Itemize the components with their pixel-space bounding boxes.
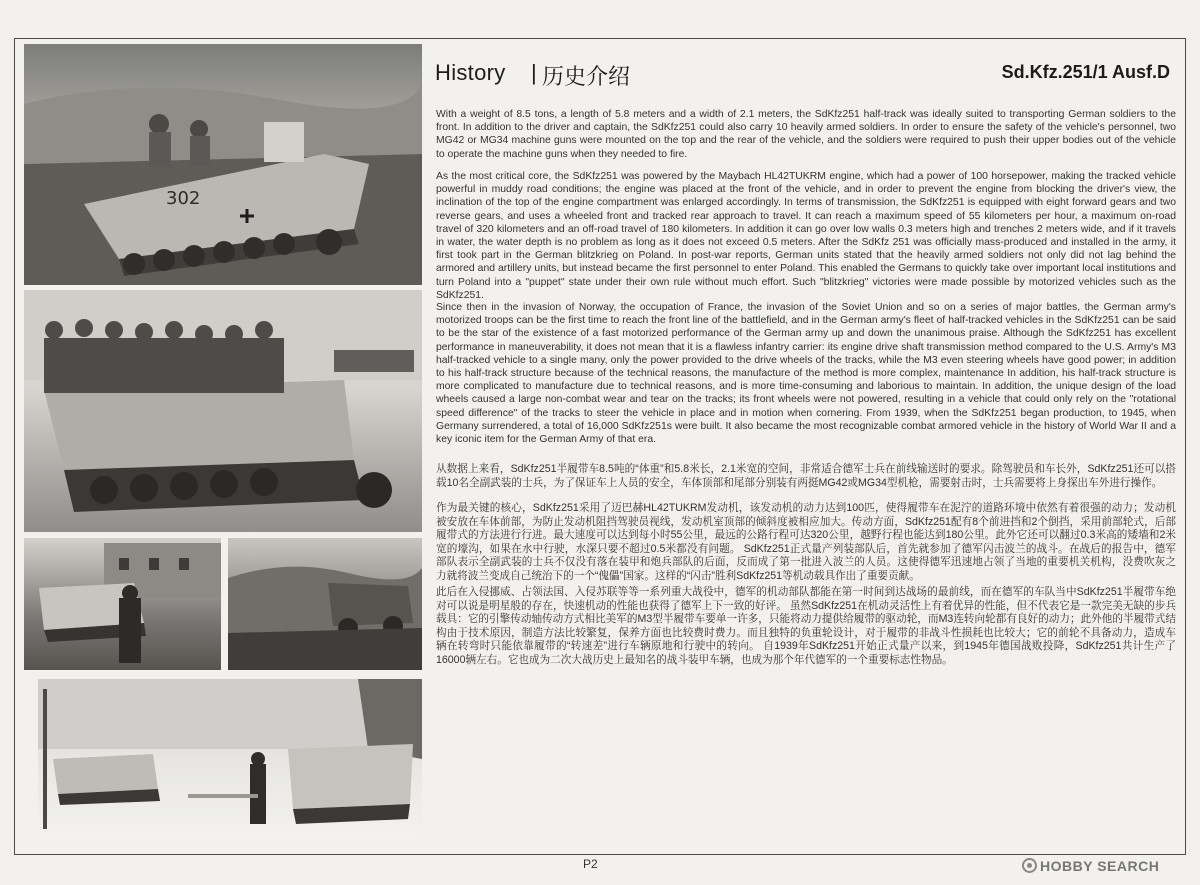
title-chinese: 历史介绍: [542, 64, 631, 89]
photo-halftrack-winter: [38, 679, 422, 839]
photo-halftrack-troops: [24, 290, 422, 532]
photo-halftrack-field: [24, 44, 422, 285]
page-number: P2: [583, 857, 598, 871]
vehicle-number-marking: 302: [166, 188, 201, 209]
watermark: HOBBY SEARCH: [1040, 858, 1160, 874]
chinese-paragraph-2: 作为最关键的核心，SdKfz251采用了迈巴赫HL42TUKRM发动机，该发动机的动力达到100匹，使得履带车在泥泞的道路环境中依然有着很强的动力；发动机被安放在车体前部，为防止发动机阻挡驾驶员视线，发动机室顶部的倾斜度被相应加大。传动方面，SdKfz251配有8个前进挡和2个倒挡，采用前部轮式，后部履带式的方法进行行进。最大速度可以达到每小时55公里，最远的公路行程可达320公里，越野行程也能达到180公里。此外它还可以翻过0.3米高的矮墙和2米宽的壕沟，如果在水中行驶，水深只要不超过0.5米都没有问题。 SdKfz251正式量产列装部队后，首先就参加了德军闪击波兰的战斗。在战后的报告中，德军部队表示全副武装的士兵不仅没有落在装甲和炮兵部队的后面，反而成了第一批进入波兰的人员。这使得德军迅速地占领了当地的重要机关机构，没费吹灰之力就将波兰变成自己统治下的一个“傀儡”国家。这样的“闪击”胜利SdKfz251等机动载具作出了重要贡献。: [436, 502, 1176, 582]
title-english: History: [435, 60, 506, 85]
hobby-search-logo-icon: [1022, 858, 1037, 873]
page-header: [435, 58, 1170, 92]
english-paragraph-2: As the most critical core, the SdKfz251 was powered by the Maybach HL42TUKRM engine, which had a power of 100 horsepower, making the tracked vehicle powerful in muddy road conditions; the engine was placed at the front of the vehicle, and in order to prevent the engine from blocking the driver's view, the inclination of the top of the engine compartment was enlarged accordingly. In terms of transmission, the SdKfz251 is equipped with eight forward gears and two reverse gears, and uses a wheeled front and tracked rear approach to travel. It can reach a maximum speed of 55 kilometers per hour, a maximum on-road travel of 320 kilometers and an off-road travel of 180 kilometers. In addition it can go over low walls 0.3 meters high and trenches 2 meters wide, and if it travels in water, the water depth is no problem as long as it does not exceed 0.5 meters. After the SdKfz 251 was officially mass-produced and installed in the army, it first took part in the German blitzkrieg on Poland. In post-war reports, German units stated that the heavily armed soldiers not only did not lag behind the armored and artillery units, but instead became the first personnel to enter Poland. This enabled the Germans to quickly take over important local institutions and turn Poland into a "puppet" state under their own rule without much effort. Such "blitzkrieg" victories were made possible by motorized vehicles such as the SdKfz251.: [436, 171, 1176, 301]
english-paragraph-1: With a weight of 8.5 tons, a length of 5.8 meters and a width of 2.1 meters, the SdKfz251 half-track was ideally suited to transporting German soldiers to the front. In addition to the driver and captain, the SdKfz251 could also carry 10 heavily armed soldiers. In order to ensure the safety of the vehicle's personnel, two MG42 or MG34 machine guns were mounted on the top and the rear of the vehicle, and the soldiers were required to push their upper bodies out of the vehicle to operate the machine guns when they needed to fire.: [436, 109, 1176, 160]
model-designation: Sd.Kfz.251/1 Ausf.D: [1001, 62, 1170, 82]
photo-halftrack-brush: [228, 538, 422, 670]
photo-halftrack-village: [24, 538, 221, 670]
title-separator: |: [531, 60, 537, 85]
english-paragraph-3: Since then in the invasion of Norway, the occupation of France, the invasion of the Soviet Union and so on a series of major battles, the German army's motorized troops can be the first time to reach the front line of the battlefield, and in the German army's fleet of half-tracked vehicles in the SdKfz251 can be said to be the star of the existence of a fast motorized performance of the German army up and down the unanimous praise. Although the SdKfz251 has excellent performance in maneuverability, it does not mean that it is a flawless infantry carrier: its engine drive shaft transmission method compared to the U.S. Army's M3 half-tracked vehicle to a single many, only the power provided to the drive wheels of the tracks, while the M3 even steering wheels have good power; in addition to his half-track structure because of the technical reasons, the manufacture of the method is more complex, maintenance In addition, his half-track structure is more complicated to manufacture due to technical reasons, and is more time-consuming and laborious to maintain. In addition, the unique design of the load wheels caused a large non-combat wear and tear on the tracks; its front wheels were not powered, resulting in a vehicle that could only rely on the "rotational speed difference" of the tracks to steer the vehicle in place and in motion when cornering. From 1939, when the SdKfz251 began production, to 1945, when Germany surrendered, a total of 16,000 SdKfz251s were built. It also became the most recognizable combat armored vehicle in the history of World War II and a key iconic item for the German Army of that era.: [436, 302, 1176, 446]
chinese-paragraph-1: 从数据上来看，SdKfz251半履带车8.5吨的“体重”和5.8米长，2.1米宽的空间，非常适合德军士兵在前线输送时的要求。除驾驶员和车长外，SdKfz251还可以搭载10名全副武装的士兵，为了保证车上人员的安全，车体顶部和尾部分别装有两挺MG42或MG34型机枪，需要射击时，士兵需要将上身探出车外进行操作。: [436, 463, 1176, 489]
chinese-paragraph-3: 此后在入侵挪威、占领法国、入侵苏联等等一系列重大战役中，德军的机动部队都能在第一时间到达战场的最前线，而在德军的车队当中SdKfz251半履带车绝对可以说是明星般的存在，快速机动的性能也获得了德军上下一致的好评。 虽然SdKfz251在机动灵活性上有着优异的性能，但不代表它是一款完美无缺的步兵载具：它的引擎传动轴传动方式相比美军的M3型半履带车要单一许多，只能将动力提供给履带的驱动轮，而M3连转向轮都有良好的动力；此外他的半履带式结构由于技术原因，制造方法比较繁复，保养方面也比较费时费力。而且独特的负重轮设计，对于履带的非战斗性损耗也比较大；它的前轮不具备动力，造成车辆在转弯时只能依靠履带的“转速差”进行车辆原地和行驶中的转向。 自1939年SdKfz251开始正式量产以来，到1945年德国战败投降，SdKfz251共计生产了16000辆左右。它也成为二次大战历史上最知名的战斗装甲车辆，也成为那个年代德军的一个重要标志性物品。: [436, 586, 1176, 666]
